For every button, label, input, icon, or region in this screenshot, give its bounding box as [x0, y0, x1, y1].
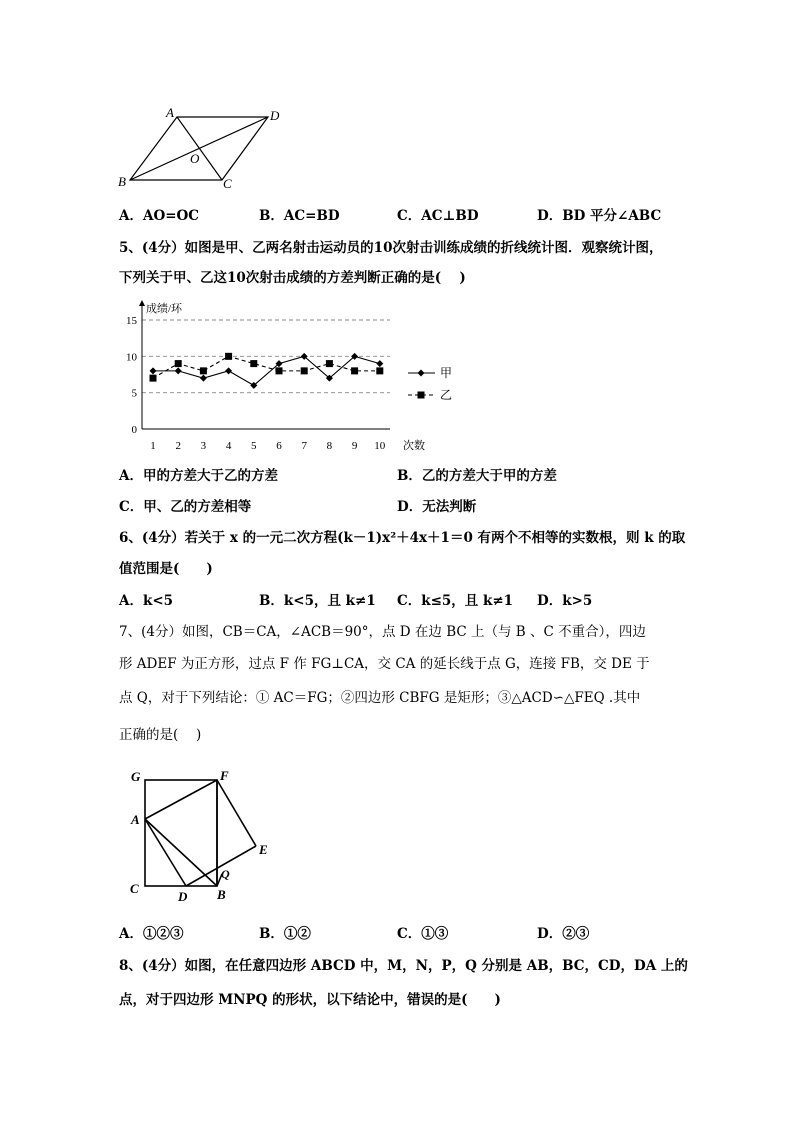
series-2-point-10 — [376, 367, 383, 374]
series-2-point-6 — [276, 367, 283, 374]
q6-option-a: A．k<5 — [119, 593, 174, 609]
q5-option-c: C．甲、乙的方差相等 — [119, 499, 252, 515]
q7-option-c: C．①③ — [397, 926, 449, 942]
q7-label-b: B — [217, 887, 226, 902]
q4-parallelogram-figure — [110, 100, 300, 195]
series-2-point-9 — [351, 367, 358, 374]
x-tick-label-7: 7 — [301, 440, 307, 452]
q7-stem-line4: 正确的是( ) — [119, 727, 202, 743]
q7-label-f: F — [220, 768, 229, 783]
q5-option-a: A．甲的方差大于乙的方差 — [119, 468, 278, 484]
q5-line-chart — [120, 298, 460, 456]
q8-stem-line1: 8、(4分）如图，在任意四边形 ABCD 中，M，N，P，Q 分别是 AB，BC，CD，DA 上的 — [119, 958, 688, 974]
q4-option-b: B．AC=BD — [259, 208, 340, 224]
x-axis-label: 次数 — [403, 440, 425, 452]
q7-square-figure — [122, 762, 282, 907]
q4-option-d: D．BD 平分∠ABC — [537, 208, 662, 224]
q7-stem-line3: 点 Q，对于下列结论：① AC＝FG；②四边形 CBFG 是矩形；③△ACD∽△FEQ .其中 — [119, 690, 641, 706]
q6-option-d: D．k>5 — [537, 593, 593, 609]
series-2-point-8 — [326, 360, 333, 367]
x-tick-label-3: 3 — [200, 440, 207, 452]
series-1-point-10 — [376, 360, 383, 367]
y-axis-label: 成绩/环 — [146, 303, 183, 315]
legend-label-2: 乙 — [440, 388, 453, 402]
series-1-point-1 — [150, 367, 157, 374]
q7-stem-line1: 7、(4分）如图，CB＝CA，∠ACB＝90°，点 D 在边 BC 上（与 B 、C 不重合），四边 — [119, 624, 646, 640]
series-2-point-1 — [150, 375, 157, 382]
legend-marker-1 — [418, 370, 425, 377]
q6-stem-line2: 值范围是( ) — [119, 561, 213, 577]
q4-label-a: A — [166, 105, 174, 120]
series-2-point-2 — [175, 360, 182, 367]
series-1-point-4 — [225, 367, 232, 374]
q6-stem-line1: 6、(4分）若关于 x 的一元二次方程(k－1)x²＋4x＋1＝0 有两个不相等的实数根，则 k 的取 — [119, 530, 686, 546]
q7-option-a: A．①②③ — [119, 926, 184, 942]
q4-option-a: A．AO=OC — [119, 208, 200, 224]
q4-label-d: D — [270, 108, 280, 123]
x-tick-label-6: 6 — [276, 440, 282, 452]
q5-stem-line2: 下列关于甲、乙这10次射击成绩的方差判断正确的是( ) — [119, 270, 466, 286]
q5-stem-line1: 5、(4分）如图是甲、乙两名射击运动员的10次射击训练成绩的折线统计图．观察统计图， — [119, 240, 663, 256]
q7-option-b: B．①② — [259, 926, 311, 942]
y-axis-arrow — [139, 300, 145, 306]
q7-label-q: Q — [221, 867, 230, 881]
legend-label-1: 甲 — [440, 366, 453, 380]
y-tick-label-5: 5 — [131, 387, 137, 400]
series-2-point-4 — [225, 353, 232, 360]
q6-option-b: B．k<5，且 k≠1 — [259, 593, 376, 609]
q5-option-b: B．乙的方差大于甲的方差 — [397, 468, 557, 484]
series-2-point-7 — [301, 367, 308, 374]
series-line-1 — [153, 356, 380, 385]
y-tick-label-15: 15 — [126, 315, 137, 327]
q7-label-e: E — [259, 842, 268, 857]
q4-option-c: C．AC⊥BD — [397, 208, 479, 224]
q7-label-a: A — [131, 812, 140, 827]
q7-stem-line2: 形 ADEF 为正方形，过点 F 作 FG⊥CA，交 CA 的延长线于点 G，连接 FB，交 DE 于 — [119, 656, 650, 672]
x-tick-label-10: 10 — [374, 440, 386, 452]
y-tick-label-0: 0 — [131, 424, 137, 436]
series-2-point-3 — [200, 367, 207, 374]
x-tick-label-1: 1 — [150, 440, 156, 452]
q8-stem-line2: 点，对于四边形 MNPQ 的形状，以下结论中，错误的是( ) — [119, 992, 501, 1008]
x-tick-label-4: 4 — [225, 440, 232, 452]
q7-option-d: D．②③ — [537, 926, 590, 942]
legend-marker-2 — [418, 392, 425, 399]
q5-option-d: D．无法判断 — [397, 499, 477, 515]
q7-label-c: C — [130, 881, 139, 896]
x-tick-label-5: 5 — [251, 440, 257, 452]
q4-label-o: O — [190, 151, 200, 166]
x-tick-label-2: 2 — [175, 440, 181, 452]
q6-option-c: C．k≤5，且 k≠1 — [397, 593, 514, 609]
y-tick-label-10: 10 — [126, 351, 137, 364]
x-tick-label-8: 8 — [326, 440, 333, 452]
q7-label-d: D — [178, 889, 188, 904]
x-tick-label-9: 9 — [351, 440, 358, 452]
series-1-point-3 — [200, 375, 207, 382]
series-2-point-5 — [250, 360, 257, 367]
q7-label-g: G — [131, 769, 141, 784]
q4-label-b: B — [118, 174, 126, 189]
q4-label-c: C — [223, 176, 232, 191]
series-1-point-2 — [175, 367, 182, 374]
